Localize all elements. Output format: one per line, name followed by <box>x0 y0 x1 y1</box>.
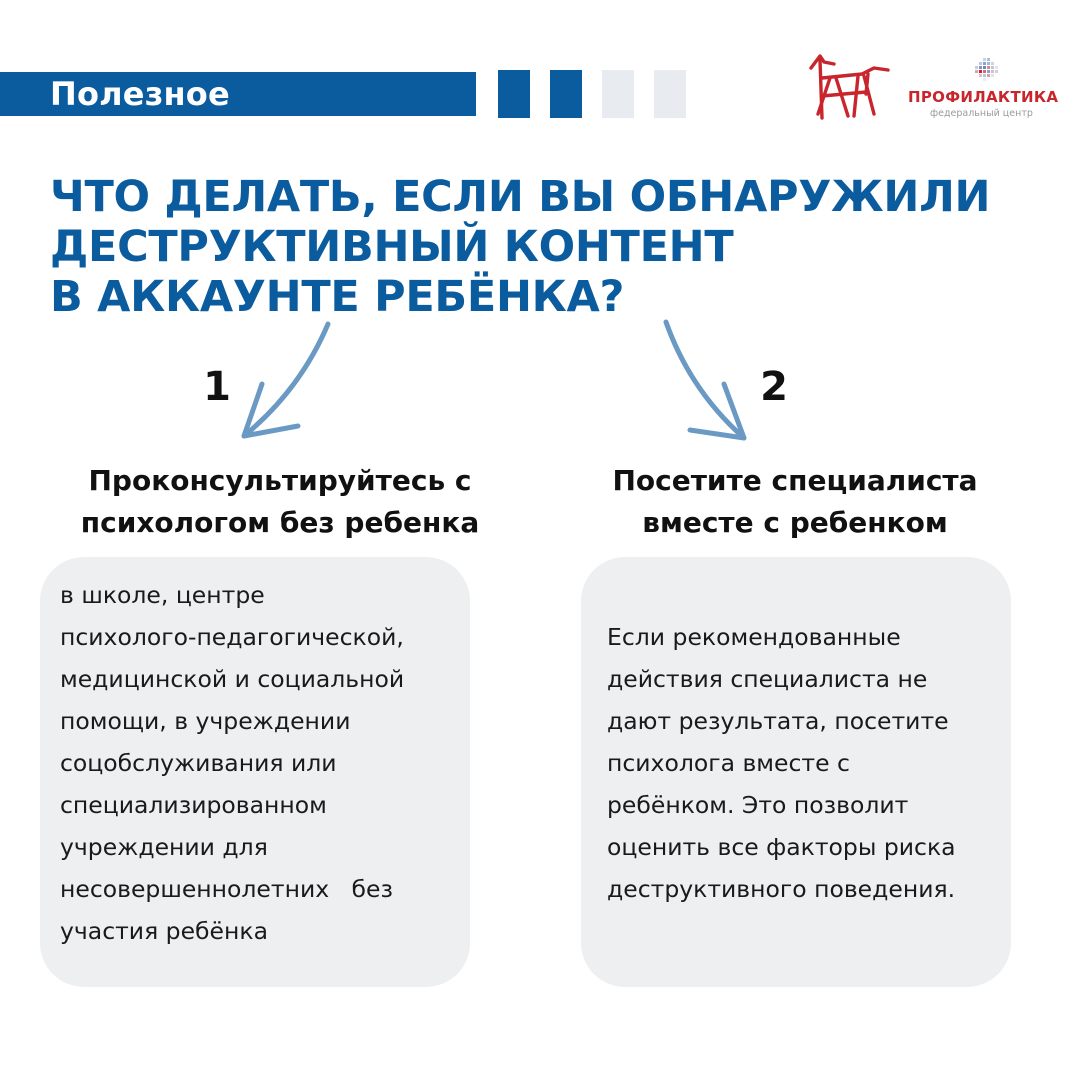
decor-square <box>654 70 686 118</box>
body-line: дают результата, посетите <box>607 707 949 735</box>
body-line: в школе, центре <box>60 581 265 609</box>
title-line: ЧТО ДЕЛАТЬ, ЕСЛИ ВЫ ОБНАРУЖИЛИ <box>50 172 991 222</box>
logo-subtitle: федеральный центр <box>930 108 1033 119</box>
header-label: Полезное <box>50 75 230 113</box>
arrow-right-icon <box>666 322 744 438</box>
arrow-left-icon <box>244 324 328 436</box>
decor-square <box>550 70 582 118</box>
page-title <box>50 172 1060 322</box>
body-line: медицинской и социальной <box>60 665 405 693</box>
body-line: оценить все факторы риска <box>607 833 956 861</box>
body-line: ребёнком. Это позволит <box>607 791 909 819</box>
option-heading <box>30 460 530 544</box>
body-line: соцобслуживания или <box>60 749 337 777</box>
body-line: учреждении для <box>60 833 268 861</box>
option-heading-line: вместе с ребенком <box>642 506 948 539</box>
logo-grid-icon <box>968 58 1004 82</box>
option-body <box>607 616 956 910</box>
option-heading-line: Проконсультируйтесь с <box>88 464 472 497</box>
option-heading-line: Посетите специалиста <box>612 464 978 497</box>
body-line: несовершеннолетних без <box>60 875 393 903</box>
body-line: специализированном <box>60 791 327 819</box>
body-line: деструктивного поведения. <box>607 875 956 903</box>
body-line: Если рекомендованные <box>607 623 901 651</box>
stick-horse-icon <box>808 52 890 120</box>
body-line: психолого-педагогической, <box>60 623 404 651</box>
option-heading-line: психологом без ребенка <box>80 506 480 539</box>
option-heading <box>555 460 1035 544</box>
title-line: В АККАУНТЕ РЕБЁНКА? <box>50 272 625 322</box>
option-body <box>60 574 404 952</box>
arrow-left-head-icon <box>244 384 298 436</box>
title-line: ДЕСТРУКТИВНЫЙ КОНТЕНТ <box>50 222 734 272</box>
body-line: психолога вместе с <box>607 749 850 777</box>
decor-square <box>602 70 634 118</box>
option-number: 1 <box>203 364 231 410</box>
body-line: помощи, в учреждении <box>60 707 351 735</box>
logo-name: ПРОФИЛАКТИКА <box>908 88 1059 106</box>
option-number: 2 <box>760 364 788 410</box>
body-line: участия ребёнка <box>60 917 268 945</box>
arrow-right-head-icon <box>690 384 744 438</box>
body-line: действия специалиста не <box>607 665 928 693</box>
decor-square <box>498 70 530 118</box>
